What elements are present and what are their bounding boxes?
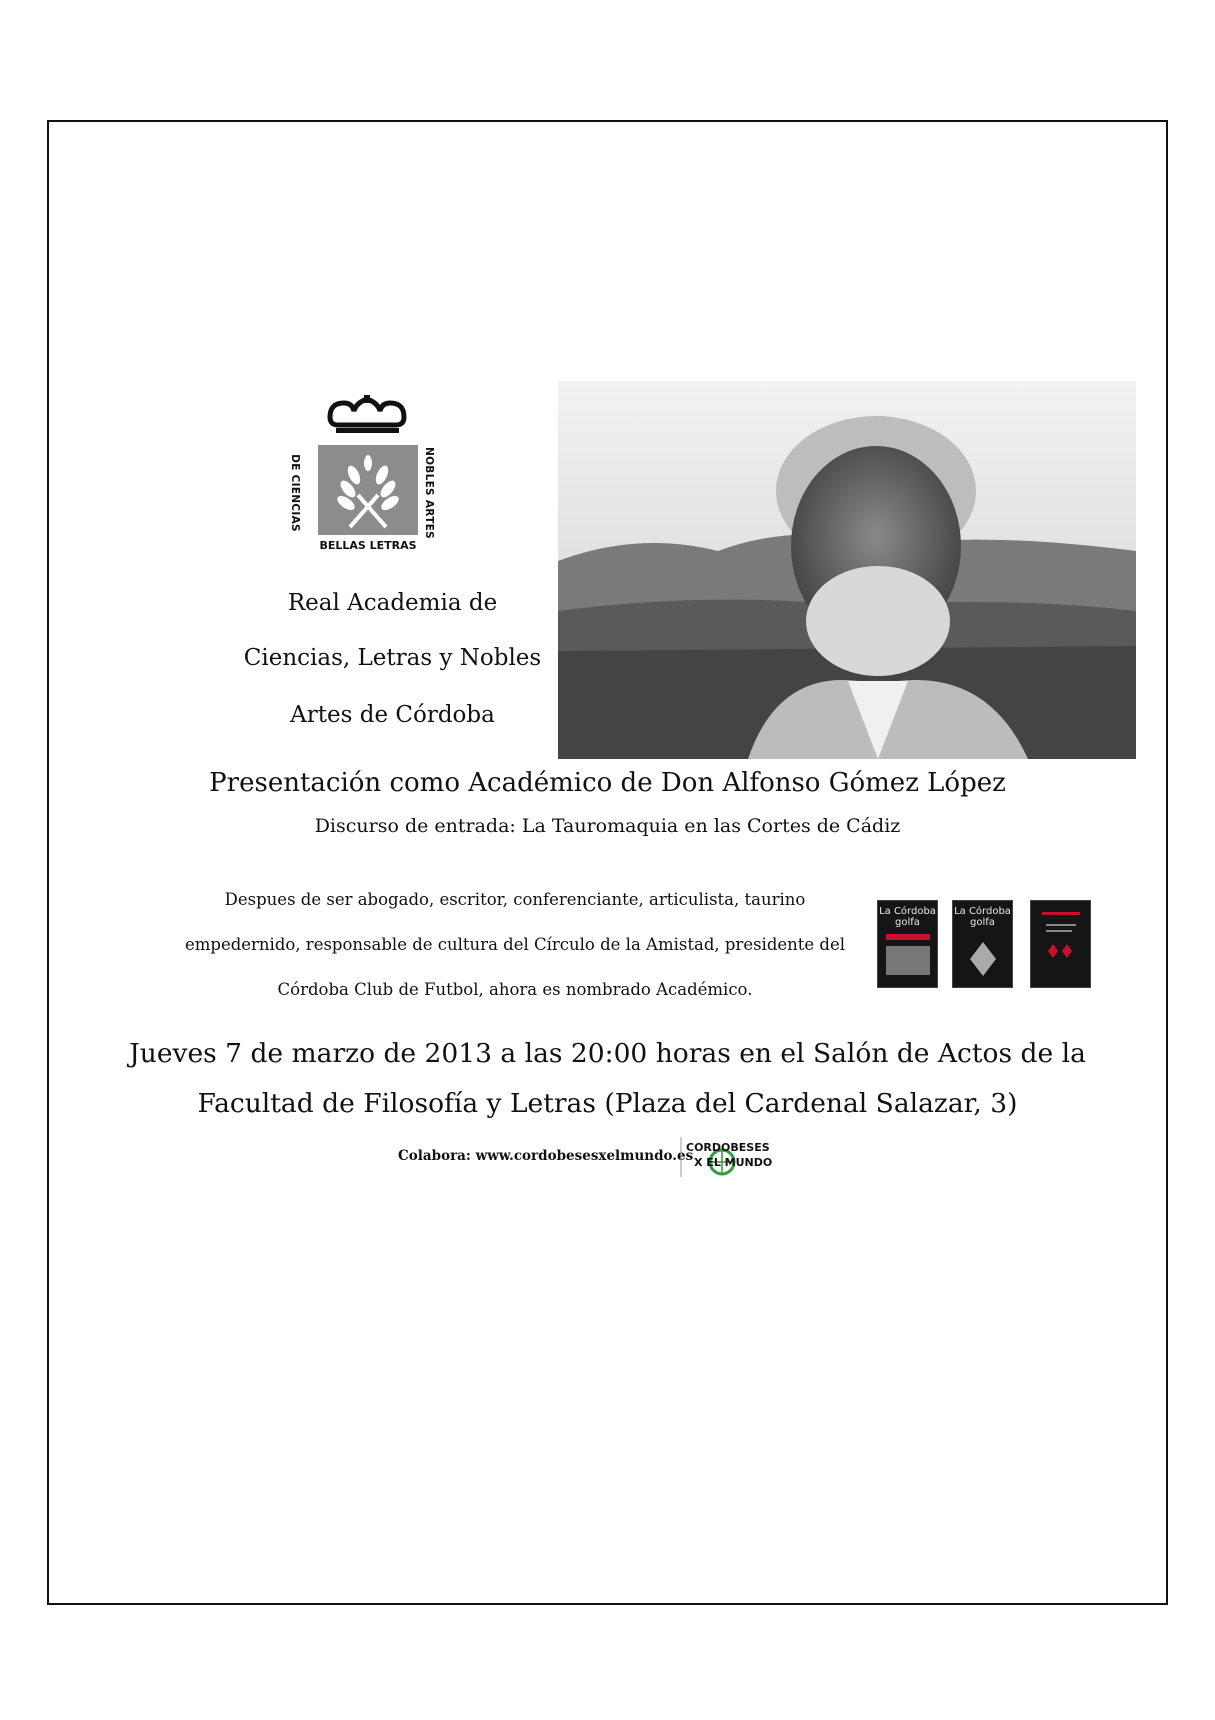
cordobeses-logo [680, 1137, 773, 1177]
emblem-left-text: DE CIENCIAS [288, 454, 301, 532]
logo-line-2: X EL MUNDO [694, 1156, 773, 1169]
logo-line-1: CORDOBESES [686, 1141, 770, 1154]
discourse-subtitle: Discurso de entrada: La Tauromaquia en las Cortes de Cádiz [314, 815, 901, 837]
book-cover-2 [952, 900, 1013, 988]
laurel-icon [318, 445, 418, 535]
emblem-bottom-text: BELLAS LETRAS [319, 539, 417, 552]
emblem-shield [318, 445, 418, 535]
institution-line-3: Artes de Córdoba [290, 702, 495, 728]
bio-line-2: empedernido, responsable de cultura del Círculo de la Amistad, presidente del [184, 935, 846, 954]
colabora-text: Colabora: www.cordobesesxelmundo.es [398, 1148, 694, 1164]
bio-paragraph [180, 877, 850, 1012]
portrait-photo [558, 381, 1136, 759]
book-title-2: La Córdoba golfa [954, 906, 1011, 928]
event-line-2: Facultad de Filosofía y Letras (Plaza del Cardenal Salazar, 3) [197, 1088, 1018, 1119]
poster-frame [47, 120, 1168, 1605]
bio-line-3: Córdoba Club de Futbol, ahora es nombrado Académico. [277, 980, 753, 999]
institution-line-1: Real Academia de [287, 590, 498, 616]
crown-icon [320, 395, 415, 435]
book-cover-1 [877, 900, 938, 988]
event-line-1: Jueves 7 de marzo de 2013 a las 20:00 horas en el Salón de Actos de la [129, 1038, 1086, 1069]
book-cover-3 [1030, 900, 1091, 988]
emblem-right-text: NOBLES ARTES [423, 446, 436, 540]
book-title-1: La Córdoba golfa [879, 906, 936, 928]
bio-line-1: Despues de ser abogado, escritor, conferenciante, articulista, taurino [224, 890, 806, 909]
academy-emblem [288, 395, 436, 555]
presentation-title: Presentación como Académico de Don Alfonso Gómez López [209, 768, 1006, 798]
institution-line-2: Ciencias, Letras y Nobles [243, 645, 542, 671]
